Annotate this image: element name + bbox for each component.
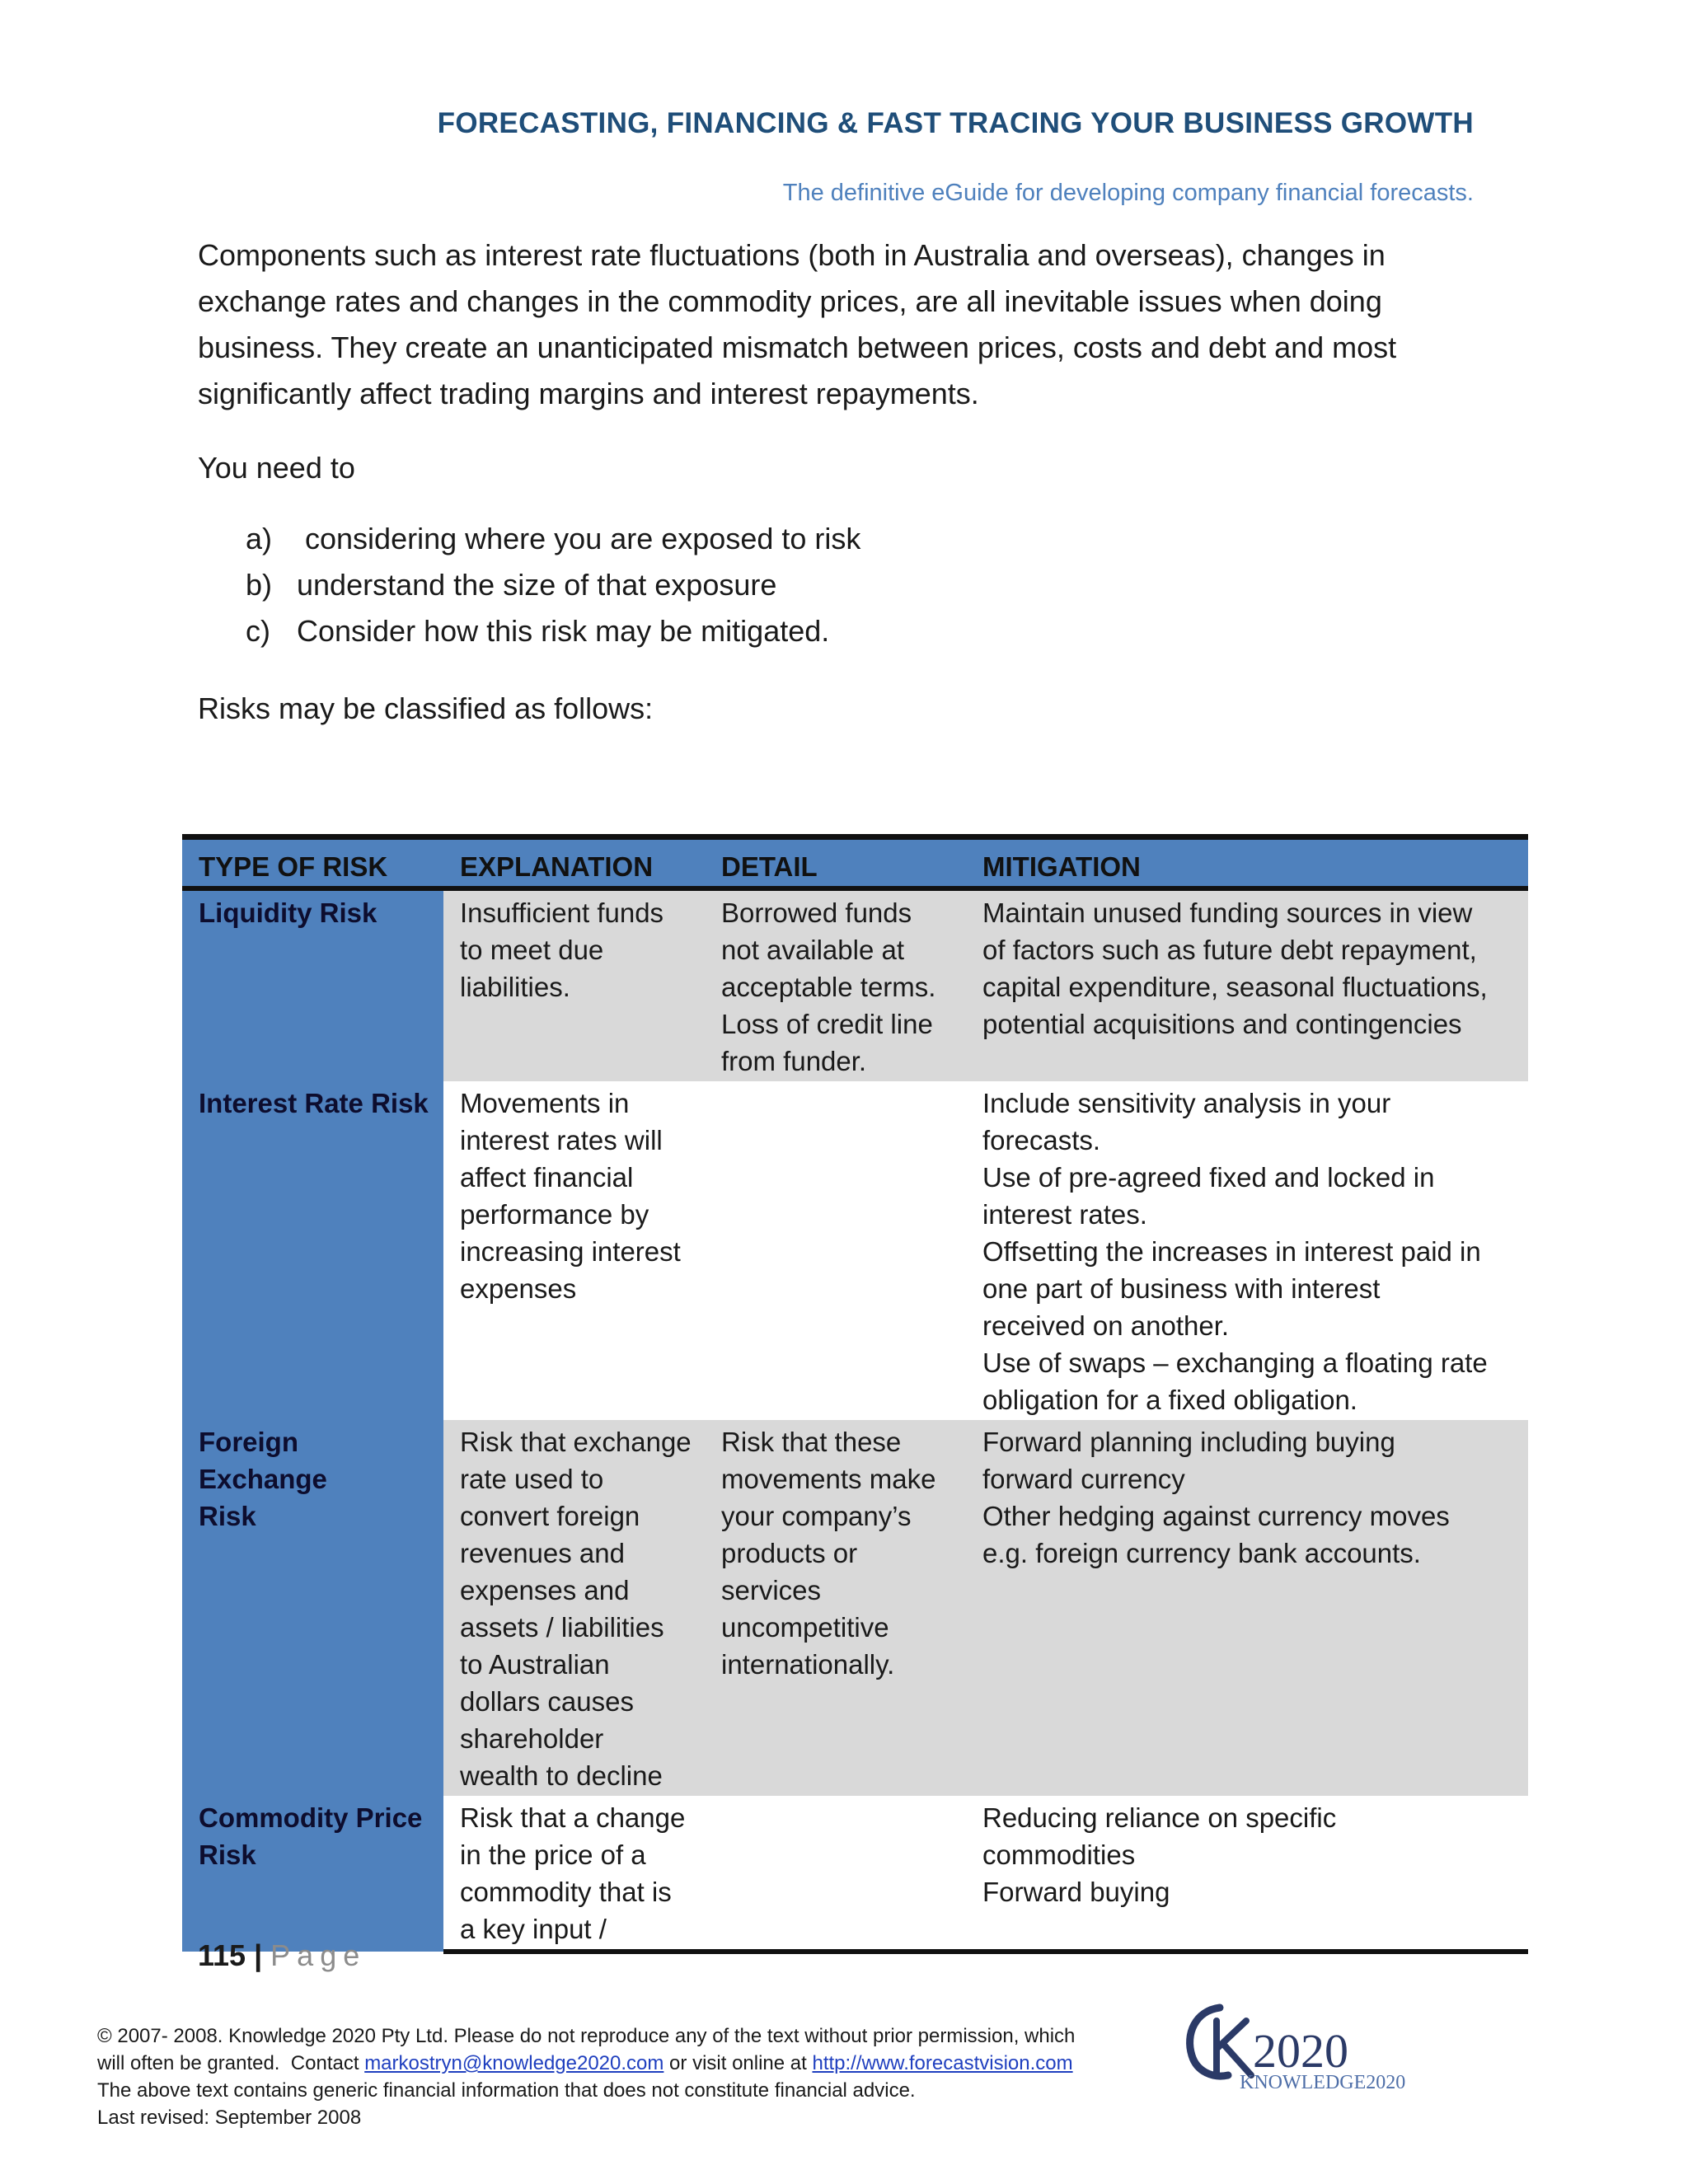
- footer-contact-prefix: will often be granted. Contact: [97, 2052, 365, 2074]
- page-separator: |: [254, 1938, 263, 1972]
- mitigation-cell: [966, 1420, 1528, 1796]
- footer-revised: Last revised: September 2008: [97, 2107, 362, 2129]
- cell-line: Interest Rate Risk: [199, 1088, 429, 1118]
- cell-line: a key input /: [460, 1914, 607, 1944]
- cell-line: not available at: [721, 935, 904, 965]
- intro-line: Components such as interest rate fluctuations (both in Australia and overseas), changes in: [198, 238, 1386, 272]
- cell-line: obligation for a fixed obligation.: [982, 1385, 1357, 1415]
- cell-line: forecasts.: [982, 1125, 1101, 1155]
- list-marker: a): [246, 522, 273, 555]
- logo-mark-text: 2020: [1253, 2024, 1348, 2078]
- cell-line: rate used to: [460, 1464, 604, 1494]
- cell-line: Use of pre-agreed fixed and locked in: [982, 1162, 1435, 1193]
- cell-line: increasing interest: [460, 1236, 681, 1267]
- cell-line: affect financial: [460, 1162, 634, 1193]
- detail-cell: [705, 888, 966, 1081]
- intro-line: exchange rates and changes in the commodity prices, are all inevitable issues when doing: [198, 284, 1382, 318]
- page-word: Page: [270, 1938, 367, 1972]
- cell-line: Risk that exchange: [460, 1427, 692, 1457]
- risk-type-cell: [182, 888, 443, 1081]
- risk-type-cell: [182, 1796, 443, 1952]
- mitigation-cell: [966, 888, 1528, 1081]
- email-link[interactable]: markostryn@knowledge2020.com: [364, 2052, 664, 2074]
- cell-line: to meet due: [460, 935, 604, 965]
- cell-line: revenues and: [460, 1538, 625, 1568]
- detail-cell: [705, 1420, 966, 1796]
- cell-line: of factors such as future debt repayment,: [982, 935, 1477, 965]
- explanation-cell: [443, 1796, 705, 1952]
- cell-line: Risk: [199, 1840, 256, 1870]
- cell-line: uncompetitive: [721, 1612, 889, 1643]
- cell-line: dollars causes: [460, 1686, 634, 1717]
- cell-line: Risk that these: [721, 1427, 902, 1457]
- intro-line: significantly affect trading margins and interest repayments.: [198, 377, 979, 410]
- cell-line: Borrowed funds: [721, 898, 912, 928]
- list-item-text: considering where you are exposed to risk: [297, 522, 861, 555]
- explanation-cell: [443, 1081, 705, 1420]
- cell-line: from funder.: [721, 1046, 867, 1076]
- cell-line: Risk that a change: [460, 1802, 686, 1833]
- header-mitigation: MITIGATION: [966, 837, 1528, 889]
- footer-disclaimer: The above text contains generic financial information that does not constitute financial advice.: [97, 2079, 916, 2102]
- cell-line: expenses and: [460, 1575, 630, 1605]
- cell-line: e.g. foreign currency bank accounts.: [982, 1538, 1421, 1568]
- mitigation-cell: [966, 1796, 1528, 1952]
- cell-line: shareholder: [460, 1723, 604, 1754]
- cell-line: potential acquisitions and contingencies: [982, 1009, 1462, 1039]
- cell-line: liabilities.: [460, 972, 570, 1002]
- table-row: [182, 888, 1528, 1081]
- risk-table: [182, 834, 1528, 1954]
- risk-table-body: [182, 888, 1528, 1952]
- risk-steps-list: [246, 516, 860, 654]
- cell-line: Use of swaps – exchanging a floating rate: [982, 1347, 1488, 1378]
- explanation-cell: [443, 888, 705, 1081]
- cell-line: Liquidity Risk: [199, 898, 377, 928]
- website-link[interactable]: http://www.forecastvision.com: [812, 2052, 1073, 2074]
- cell-line: internationally.: [721, 1649, 895, 1680]
- list-item-text: Consider how this risk may be mitigated.: [297, 614, 830, 648]
- cell-line: wealth to decline: [460, 1760, 663, 1791]
- page-number-value: 115: [198, 1938, 246, 1972]
- footer: [97, 2022, 1169, 2131]
- header-type-of-risk: TYPE OF RISK: [182, 837, 443, 889]
- header-detail: DETAIL: [705, 837, 966, 889]
- cell-line: Risk: [199, 1501, 256, 1531]
- cell-line: Forward buying: [982, 1877, 1170, 1907]
- classified-paragraph: Risks may be classified as follows:: [198, 691, 654, 725]
- intro-paragraph: [198, 232, 1484, 417]
- cell-line: Loss of credit line: [721, 1009, 933, 1039]
- cell-line: Foreign Exchange: [199, 1427, 327, 1494]
- cell-line: commodity that is: [460, 1877, 672, 1907]
- cell-line: Other hedging against currency moves: [982, 1501, 1450, 1531]
- list-item: [246, 608, 860, 654]
- footer-contact: [97, 2050, 1169, 2077]
- table-row: [182, 1796, 1528, 1952]
- cell-line: assets / liabilities: [460, 1612, 664, 1643]
- cell-line: received on another.: [982, 1310, 1230, 1341]
- cell-line: Forward planning including buying: [982, 1427, 1395, 1457]
- logo-k-icon: [1217, 2021, 1251, 2075]
- cell-line: products or: [721, 1538, 858, 1568]
- cell-line: Reducing reliance on specific: [982, 1802, 1337, 1833]
- cell-line: your company’s: [721, 1501, 912, 1531]
- cell-line: interest rates.: [982, 1199, 1147, 1230]
- footer-copyright: © 2007- 2008. Knowledge 2020 Pty Ltd. Please do not reproduce any of the text without prior permission, which: [97, 2025, 1076, 2047]
- document-subtitle: The definitive eGuide for developing company financial forecasts.: [782, 180, 1474, 206]
- intro-line: business. They create an unanticipated mismatch between prices, costs and debt and most: [198, 330, 1397, 364]
- cell-line: capital expenditure, seasonal fluctuations,: [982, 972, 1488, 1002]
- cell-line: performance by: [460, 1199, 649, 1230]
- list-marker: c): [246, 614, 270, 648]
- list-marker: b): [246, 568, 273, 602]
- knowledge2020-logo: [1180, 1996, 1436, 2095]
- footer-contact-middle: or visit online at: [663, 2052, 813, 2074]
- cell-line: acceptable terms.: [721, 972, 936, 1002]
- cell-line: interest rates will: [460, 1125, 663, 1155]
- cell-line: expenses: [460, 1273, 577, 1304]
- cell-line: convert foreign: [460, 1501, 640, 1531]
- mitigation-cell: [966, 1081, 1528, 1420]
- need-to-paragraph: You need to: [198, 451, 355, 485]
- table-header-row: [182, 837, 1528, 889]
- cell-line: Offsetting the increases in interest paid in: [982, 1236, 1481, 1267]
- list-item-text: understand the size of that exposure: [297, 568, 777, 602]
- risk-type-cell: [182, 1420, 443, 1796]
- cell-line: one part of business with interest: [982, 1273, 1381, 1304]
- cell-line: commodities: [982, 1840, 1136, 1870]
- list-item: [246, 562, 860, 608]
- cell-line: forward currency: [982, 1464, 1185, 1494]
- cell-line: in the price of a: [460, 1840, 646, 1870]
- detail-cell: [705, 1081, 966, 1420]
- detail-cell: [705, 1796, 966, 1952]
- cell-line: Commodity Price: [199, 1802, 423, 1833]
- risk-type-cell: [182, 1081, 443, 1420]
- document-title: FORECASTING, FINANCING & FAST TRACING YOUR BUSINESS GROWTH: [437, 107, 1474, 139]
- cell-line: Insufficient funds: [460, 898, 664, 928]
- table-row: [182, 1420, 1528, 1796]
- list-item: [246, 516, 860, 562]
- cell-line: services: [721, 1575, 822, 1605]
- cell-line: Movements in: [460, 1088, 630, 1118]
- page-number: [198, 1938, 366, 1973]
- cell-line: Include sensitivity analysis in your: [982, 1088, 1391, 1118]
- cell-line: Maintain unused funding sources in view: [982, 898, 1473, 928]
- explanation-cell: [443, 1420, 705, 1796]
- cell-line: movements make: [721, 1464, 936, 1494]
- logo-caption: KNOWLEDGE2020: [1240, 2072, 1406, 2093]
- cell-line: to Australian: [460, 1649, 610, 1680]
- header-explanation: EXPLANATION: [443, 837, 705, 889]
- table-row: [182, 1081, 1528, 1420]
